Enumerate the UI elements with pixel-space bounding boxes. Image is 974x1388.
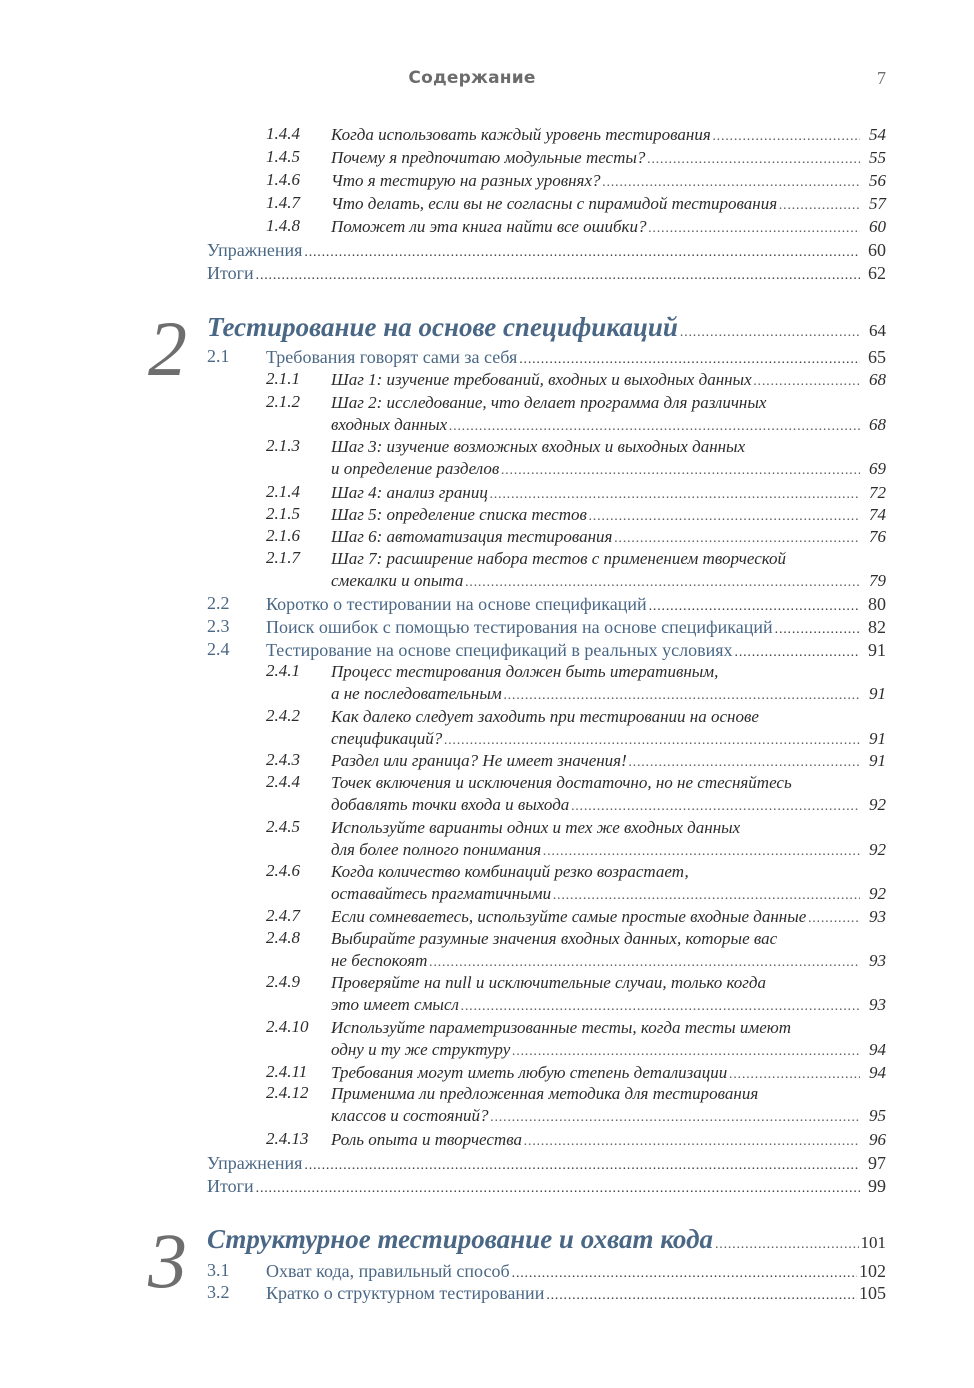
dot-leader bbox=[449, 416, 860, 438]
entry-number: 2.1.5 bbox=[266, 504, 300, 523]
entry-title: Поможет ли эта книга найти все ошибки? bbox=[331, 217, 647, 236]
entry-title: Роль опыта и творчества bbox=[331, 1130, 522, 1149]
entry-number: 2.4.3 bbox=[266, 750, 300, 769]
section-number: 2.2 bbox=[207, 593, 230, 613]
entry-number: 1.4.6 bbox=[266, 170, 300, 189]
entry-title: Когда использовать каждый уровень тестирования bbox=[331, 125, 711, 144]
entry-title-line1: Выбирайте разумные значения входных данных, которые вас bbox=[331, 929, 778, 948]
toc-section-entry[interactable] bbox=[266, 1260, 886, 1282]
entry-number: 2.4.13 bbox=[266, 1129, 309, 1148]
entry-page: 65 bbox=[868, 347, 886, 367]
toc-entry[interactable] bbox=[331, 794, 886, 816]
entry-title: Поиск ошибок с помощью тестирования на основе спецификаций bbox=[266, 617, 773, 637]
entry-number: 2.4.7 bbox=[266, 906, 300, 925]
section-number: 3.1 bbox=[207, 1260, 230, 1280]
toc-entry[interactable] bbox=[331, 526, 886, 548]
chapter-number: 2 bbox=[148, 305, 187, 392]
entry-page: 92 bbox=[869, 795, 886, 814]
toc-entry[interactable] bbox=[331, 728, 886, 750]
entry-title: Итоги bbox=[207, 263, 254, 283]
entry-title: Почему я предпочитаю модульные тесты? bbox=[331, 148, 646, 167]
dot-leader bbox=[735, 642, 860, 664]
entry-number: 2.4.9 bbox=[266, 972, 300, 991]
dot-leader bbox=[614, 528, 860, 550]
entry-number: 2.1.6 bbox=[266, 526, 300, 545]
chapter-title: Тестирование на основе спецификаций bbox=[207, 312, 678, 342]
dot-leader bbox=[649, 218, 861, 240]
entry-page: 54 bbox=[869, 125, 886, 144]
toc-section-entry[interactable] bbox=[266, 346, 886, 368]
entry-page: 55 bbox=[869, 148, 886, 167]
dot-leader bbox=[647, 149, 860, 171]
dot-leader bbox=[589, 506, 860, 528]
dot-leader bbox=[629, 752, 860, 774]
dot-leader bbox=[465, 572, 860, 594]
toc-entry[interactable] bbox=[331, 458, 886, 480]
dot-leader bbox=[524, 1131, 860, 1153]
dot-leader bbox=[491, 1107, 860, 1129]
toc-entry[interactable] bbox=[331, 147, 886, 169]
toc-entry[interactable] bbox=[331, 216, 886, 238]
entry-page: 93 bbox=[869, 951, 886, 970]
entry-page: 95 bbox=[869, 1106, 886, 1125]
entry-number: 1.4.4 bbox=[266, 124, 300, 143]
entry-title: Охват кода, правильный способ bbox=[266, 1261, 510, 1281]
toc-entry[interactable] bbox=[331, 883, 886, 905]
entry-page: 94 bbox=[869, 1040, 886, 1059]
entry-title: это имеет смысл bbox=[331, 995, 459, 1014]
section-number: 2.1 bbox=[207, 346, 230, 366]
toc-chapter-entry[interactable] bbox=[207, 310, 886, 344]
entry-title-line1: Шаг 3: изучение возможных входных и выходных данных bbox=[331, 437, 746, 456]
chapter-title: Структурное тестирование и охват кода bbox=[207, 1224, 713, 1254]
toc-entry[interactable] bbox=[331, 369, 886, 391]
entry-page: 99 bbox=[868, 1176, 886, 1196]
toc-entry-exercises[interactable] bbox=[207, 239, 886, 261]
dot-leader bbox=[546, 1285, 857, 1307]
dot-leader bbox=[256, 1178, 860, 1200]
entry-number: 2.4.10 bbox=[266, 1017, 309, 1036]
entry-title: смекалки и опыта bbox=[331, 571, 464, 590]
section-number: 2.4 bbox=[207, 639, 230, 659]
entry-page: 76 bbox=[869, 527, 886, 546]
toc-entry-exercises[interactable] bbox=[207, 1152, 886, 1174]
dot-leader bbox=[304, 242, 860, 264]
dot-leader bbox=[649, 596, 860, 618]
entry-title: Итоги bbox=[207, 1176, 254, 1196]
entry-title-line1: Как далеко следует заходить при тестировании на основе bbox=[331, 707, 759, 726]
toc-entry[interactable] bbox=[331, 994, 886, 1016]
toc-entry-summary[interactable] bbox=[207, 262, 886, 284]
dot-leader bbox=[571, 796, 860, 818]
dot-leader bbox=[304, 1155, 860, 1177]
entry-number: 2.4.6 bbox=[266, 861, 300, 880]
entry-page: 60 bbox=[869, 217, 886, 236]
entry-title: Что я тестирую на разных уровнях? bbox=[331, 171, 601, 190]
entry-title: Шаг 4: анализ границ bbox=[331, 483, 488, 502]
entry-title: Требования могут иметь любую степень детализации bbox=[331, 1063, 728, 1082]
dot-leader bbox=[754, 371, 860, 393]
entry-number: 2.4.11 bbox=[266, 1062, 308, 1081]
entry-title-line1: Используйте варианты одних и тех же входных данных bbox=[331, 818, 741, 837]
entry-page: 82 bbox=[868, 617, 886, 637]
entry-page: 68 bbox=[869, 415, 886, 434]
running-header-title: Содержание bbox=[408, 68, 536, 88]
dot-leader bbox=[808, 908, 860, 930]
entry-title-line1: Используйте параметризованные тесты, когда тесты имеют bbox=[331, 1018, 792, 1037]
entry-title: добавлять точки входа и выхода bbox=[331, 795, 570, 814]
entry-number: 2.4.12 bbox=[266, 1083, 309, 1102]
entry-title: Шаг 1: изучение требований, входных и выходных данных bbox=[331, 370, 752, 389]
entry-page: 56 bbox=[869, 171, 886, 190]
section-number: 3.2 bbox=[207, 1282, 230, 1302]
dot-leader bbox=[461, 996, 860, 1018]
entry-page: 96 bbox=[869, 1130, 886, 1149]
toc-section-entry[interactable] bbox=[266, 1282, 886, 1304]
entry-title: Тестирование на основе спецификаций в реальных условиях bbox=[266, 640, 733, 660]
entry-page: 93 bbox=[869, 907, 886, 926]
entry-title-line1: Когда количество комбинаций резко возрастает, bbox=[331, 862, 689, 881]
entry-title-line1: Шаг 7: расширение набора тестов с применением творческой bbox=[331, 549, 787, 568]
entry-page: 62 bbox=[868, 263, 886, 283]
entry-number: 2.1.3 bbox=[266, 436, 300, 455]
entry-number: 2.4.1 bbox=[266, 661, 300, 680]
toc-entry[interactable] bbox=[331, 950, 886, 972]
entry-page: 91 bbox=[869, 684, 886, 703]
entry-number: 2.4.5 bbox=[266, 817, 300, 836]
entry-page: 97 bbox=[868, 1153, 886, 1173]
entry-title: оставайтесь прагматичными bbox=[331, 884, 552, 903]
entry-number: 2.1.2 bbox=[266, 392, 300, 411]
entry-title: классов и состояний? bbox=[331, 1106, 489, 1125]
entry-title: Кратко о структурном тестировании bbox=[266, 1283, 545, 1303]
dot-leader bbox=[256, 265, 860, 287]
toc-section-entry[interactable] bbox=[266, 616, 886, 638]
entry-page: 57 bbox=[869, 194, 886, 213]
dot-leader bbox=[501, 460, 860, 482]
entry-title: и определение разделов bbox=[331, 459, 500, 478]
entry-number: 2.1.4 bbox=[266, 482, 300, 501]
toc-section-entry[interactable] bbox=[266, 639, 886, 661]
entry-title-line1: Процесс тестирования должен быть итеративным, bbox=[331, 662, 719, 681]
entry-page: 102 bbox=[859, 1261, 886, 1281]
entry-page: 93 bbox=[869, 995, 886, 1014]
entry-title: а не последовательным bbox=[331, 684, 502, 703]
entry-number: 1.4.7 bbox=[266, 193, 300, 212]
toc-entry[interactable] bbox=[331, 839, 886, 861]
dot-leader bbox=[775, 619, 860, 641]
entry-title: Если сомневаетесь, используйте самые простые входные данные bbox=[331, 907, 807, 926]
entry-title: для более полного понимания bbox=[331, 840, 542, 859]
chapter-number: 3 bbox=[148, 1217, 187, 1304]
dot-leader bbox=[543, 841, 860, 863]
toc-entry[interactable] bbox=[331, 906, 886, 928]
dot-leader bbox=[519, 349, 860, 371]
toc-section-entry[interactable] bbox=[266, 593, 886, 615]
entry-number: 2.4.4 bbox=[266, 772, 300, 791]
toc-entry[interactable] bbox=[331, 1039, 886, 1061]
entry-title: Упражнения bbox=[207, 240, 303, 260]
entry-title: Требования говорят сами за себя bbox=[266, 347, 518, 367]
toc-entry[interactable] bbox=[331, 504, 886, 526]
toc-entry[interactable] bbox=[331, 482, 886, 504]
entry-number: 1.4.8 bbox=[266, 216, 300, 235]
toc-entry[interactable] bbox=[331, 683, 886, 705]
toc-entry-summary[interactable] bbox=[207, 1175, 886, 1197]
toc-entry[interactable] bbox=[331, 1062, 886, 1084]
entry-title: Что делать, если вы не согласны с пирамидой тестирования bbox=[331, 194, 778, 213]
entry-page: 92 bbox=[869, 884, 886, 903]
toc-entry[interactable] bbox=[331, 124, 886, 146]
entry-page: 74 bbox=[869, 505, 886, 524]
entry-number: 2.1.7 bbox=[266, 548, 300, 567]
entry-page: 79 bbox=[869, 571, 886, 590]
toc-entry[interactable] bbox=[331, 1105, 886, 1127]
entry-title: входных данных bbox=[331, 415, 448, 434]
entry-title: Шаг 5: определение списка тестов bbox=[331, 505, 587, 524]
chapter-page: 64 bbox=[869, 321, 886, 340]
entry-number: 1.4.5 bbox=[266, 147, 300, 166]
entry-number: 2.4.2 bbox=[266, 706, 300, 725]
entry-page: 105 bbox=[859, 1283, 886, 1303]
entry-page: 72 bbox=[869, 483, 886, 502]
entry-title: Упражнения bbox=[207, 1153, 303, 1173]
toc-entry[interactable] bbox=[331, 170, 886, 192]
entry-title-line1: Точек включения и исключения достаточно, но не стесняйтесь bbox=[331, 773, 792, 792]
toc-entry[interactable] bbox=[331, 414, 886, 436]
dot-leader bbox=[512, 1041, 860, 1063]
section-number: 2.3 bbox=[207, 616, 230, 636]
entry-page: 60 bbox=[868, 240, 886, 260]
entry-title: одну и ту же структуру bbox=[331, 1040, 511, 1059]
entry-title-line1: Проверяйте на null и исключительные случаи, только когда bbox=[331, 973, 766, 992]
chapter-page: 101 bbox=[860, 1233, 886, 1252]
entry-title: Раздел или граница? Не имеет значения! bbox=[331, 751, 627, 770]
dot-leader bbox=[490, 484, 860, 506]
dot-leader bbox=[603, 172, 860, 194]
entry-page: 91 bbox=[868, 640, 886, 660]
entry-title: Коротко о тестировании на основе спецификаций bbox=[266, 594, 647, 614]
entry-page: 94 bbox=[869, 1063, 886, 1082]
dot-leader bbox=[504, 685, 860, 707]
entry-title: Шаг 6: автоматизация тестирования bbox=[331, 527, 613, 546]
entry-page: 69 bbox=[869, 459, 886, 478]
entry-number: 2.1.1 bbox=[266, 369, 300, 388]
entry-page: 91 bbox=[869, 751, 886, 770]
toc-chapter-entry[interactable] bbox=[207, 1222, 886, 1256]
entry-page: 80 bbox=[868, 594, 886, 614]
entry-page: 92 bbox=[869, 840, 886, 859]
entry-title-line1: Шаг 2: исследование, что делает программа для различных bbox=[331, 393, 767, 412]
entry-number: 2.4.8 bbox=[266, 928, 300, 947]
toc-entry[interactable] bbox=[331, 570, 886, 592]
dot-leader bbox=[713, 126, 860, 148]
toc-entry[interactable] bbox=[331, 1129, 886, 1151]
entry-title-line1: Применима ли предложенная методика для тестирования bbox=[331, 1084, 759, 1103]
toc-entry[interactable] bbox=[331, 750, 886, 772]
entry-page: 68 bbox=[869, 370, 886, 389]
dot-leader bbox=[553, 885, 860, 907]
dot-leader bbox=[680, 316, 860, 350]
dot-leader bbox=[715, 1228, 859, 1262]
page-number: 7 bbox=[877, 68, 886, 88]
entry-page: 91 bbox=[869, 729, 886, 748]
dot-leader bbox=[444, 730, 860, 752]
dot-leader bbox=[429, 952, 860, 974]
entry-title: не беспокоят bbox=[331, 951, 428, 970]
toc-entry[interactable] bbox=[331, 193, 886, 215]
entry-title: спецификаций? bbox=[331, 729, 443, 748]
dot-leader bbox=[779, 195, 860, 217]
